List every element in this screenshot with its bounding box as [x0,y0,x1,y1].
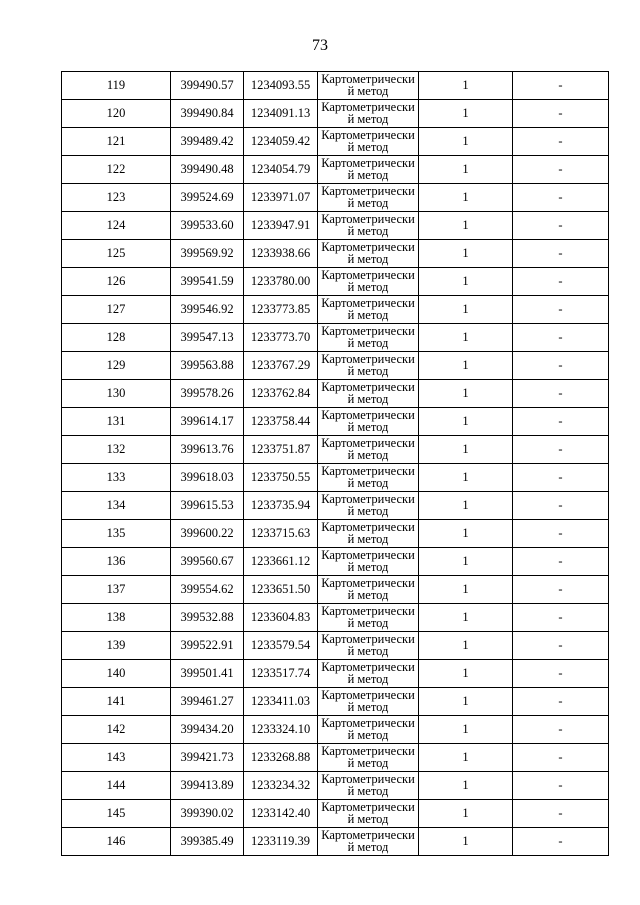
method-cell: Картометрический метод [318,492,419,520]
method-cell: Картометрический метод [318,604,419,632]
table-row [62,72,609,100]
point-number-cell: 120 [62,100,171,128]
point-number-cell: 144 [62,772,171,800]
y-coordinate-cell: 1233142.40 [244,800,318,828]
table-row [62,828,609,856]
method-cell: Картометрический метод [318,100,419,128]
point-number-cell: 126 [62,268,171,296]
y-coordinate-cell: 1233517.74 [244,660,318,688]
error-cell: 1 [419,464,513,492]
error-cell: 1 [419,380,513,408]
table-body [62,72,609,856]
error-cell: 1 [419,212,513,240]
table-row [62,324,609,352]
error-cell: 1 [419,548,513,576]
note-cell: - [513,128,609,156]
point-number-cell: 122 [62,156,171,184]
table-row [62,688,609,716]
y-coordinate-cell: 1234093.55 [244,72,318,100]
point-number-cell: 136 [62,548,171,576]
method-cell: Картометрический метод [318,716,419,744]
error-cell: 1 [419,296,513,324]
method-cell: Картометрический метод [318,156,419,184]
y-coordinate-cell: 1233751.87 [244,436,318,464]
error-cell: 1 [419,688,513,716]
y-coordinate-cell: 1233651.50 [244,576,318,604]
error-cell: 1 [419,72,513,100]
note-cell: - [513,240,609,268]
table-row [62,520,609,548]
point-number-cell: 137 [62,576,171,604]
table-row [62,492,609,520]
table-row [62,268,609,296]
point-number-cell: 129 [62,352,171,380]
y-coordinate-cell: 1233938.66 [244,240,318,268]
error-cell: 1 [419,240,513,268]
table-row [62,128,609,156]
table-row [62,660,609,688]
x-coordinate-cell: 399489.42 [171,128,244,156]
point-number-cell: 135 [62,520,171,548]
table-row [62,380,609,408]
note-cell: - [513,380,609,408]
x-coordinate-cell: 399563.88 [171,352,244,380]
error-cell: 1 [419,828,513,856]
table-row [62,212,609,240]
y-coordinate-cell: 1233661.12 [244,548,318,576]
error-cell: 1 [419,576,513,604]
table-row [62,632,609,660]
y-coordinate-cell: 1233604.83 [244,604,318,632]
table-row [62,240,609,268]
table-row [62,604,609,632]
x-coordinate-cell: 399490.48 [171,156,244,184]
method-cell: Картометрический метод [318,660,419,688]
table-row [62,772,609,800]
note-cell: - [513,436,609,464]
note-cell: - [513,464,609,492]
y-coordinate-cell: 1233411.03 [244,688,318,716]
y-coordinate-cell: 1233767.29 [244,352,318,380]
method-cell: Картометрический метод [318,688,419,716]
point-number-cell: 123 [62,184,171,212]
note-cell: - [513,324,609,352]
y-coordinate-cell: 1233971.07 [244,184,318,212]
x-coordinate-cell: 399613.76 [171,436,244,464]
x-coordinate-cell: 399461.27 [171,688,244,716]
point-number-cell: 121 [62,128,171,156]
y-coordinate-cell: 1233119.39 [244,828,318,856]
method-cell: Картометрический метод [318,128,419,156]
note-cell: - [513,352,609,380]
method-cell: Картометрический метод [318,632,419,660]
error-cell: 1 [419,716,513,744]
error-cell: 1 [419,632,513,660]
point-number-cell: 133 [62,464,171,492]
method-cell: Картометрический метод [318,240,419,268]
note-cell: - [513,744,609,772]
y-coordinate-cell: 1233773.85 [244,296,318,324]
x-coordinate-cell: 399541.59 [171,268,244,296]
x-coordinate-cell: 399618.03 [171,464,244,492]
method-cell: Картометрический метод [318,72,419,100]
error-cell: 1 [419,156,513,184]
x-coordinate-cell: 399578.26 [171,380,244,408]
y-coordinate-cell: 1233268.88 [244,744,318,772]
point-number-cell: 131 [62,408,171,436]
note-cell: - [513,268,609,296]
method-cell: Картометрический метод [318,520,419,548]
note-cell: - [513,800,609,828]
point-number-cell: 138 [62,604,171,632]
point-number-cell: 139 [62,632,171,660]
method-cell: Картометрический метод [318,436,419,464]
note-cell: - [513,604,609,632]
point-number-cell: 141 [62,688,171,716]
table-row [62,296,609,324]
x-coordinate-cell: 399524.69 [171,184,244,212]
method-cell: Картометрический метод [318,408,419,436]
point-number-cell: 142 [62,716,171,744]
error-cell: 1 [419,128,513,156]
x-coordinate-cell: 399390.02 [171,800,244,828]
y-coordinate-cell: 1233947.91 [244,212,318,240]
point-number-cell: 143 [62,744,171,772]
point-number-cell: 140 [62,660,171,688]
method-cell: Картометрический метод [318,324,419,352]
note-cell: - [513,492,609,520]
x-coordinate-cell: 399522.91 [171,632,244,660]
method-cell: Картометрический метод [318,772,419,800]
table-row [62,744,609,772]
note-cell: - [513,72,609,100]
table-row [62,800,609,828]
point-number-cell: 128 [62,324,171,352]
x-coordinate-cell: 399532.88 [171,604,244,632]
x-coordinate-cell: 399614.17 [171,408,244,436]
note-cell: - [513,100,609,128]
x-coordinate-cell: 399490.84 [171,100,244,128]
method-cell: Картометрический метод [318,268,419,296]
note-cell: - [513,660,609,688]
point-number-cell: 130 [62,380,171,408]
error-cell: 1 [419,520,513,548]
method-cell: Картометрический метод [318,296,419,324]
y-coordinate-cell: 1233234.32 [244,772,318,800]
coordinates-table [61,71,609,856]
page-number: 73 [312,37,328,54]
point-number-cell: 119 [62,72,171,100]
y-coordinate-cell: 1233579.54 [244,632,318,660]
x-coordinate-cell: 399546.92 [171,296,244,324]
table-row [62,716,609,744]
x-coordinate-cell: 399547.13 [171,324,244,352]
note-cell: - [513,772,609,800]
note-cell: - [513,520,609,548]
method-cell: Картометрический метод [318,744,419,772]
y-coordinate-cell: 1233773.70 [244,324,318,352]
table-row [62,184,609,212]
error-cell: 1 [419,772,513,800]
method-cell: Картометрический метод [318,212,419,240]
note-cell: - [513,212,609,240]
method-cell: Картометрический метод [318,380,419,408]
error-cell: 1 [419,324,513,352]
point-number-cell: 132 [62,436,171,464]
x-coordinate-cell: 399560.67 [171,548,244,576]
note-cell: - [513,688,609,716]
table-row [62,436,609,464]
table-row [62,548,609,576]
x-coordinate-cell: 399569.92 [171,240,244,268]
error-cell: 1 [419,268,513,296]
error-cell: 1 [419,100,513,128]
y-coordinate-cell: 1233715.63 [244,520,318,548]
table-row [62,576,609,604]
y-coordinate-cell: 1234059.42 [244,128,318,156]
y-coordinate-cell: 1233762.84 [244,380,318,408]
y-coordinate-cell: 1234091.13 [244,100,318,128]
y-coordinate-cell: 1233780.00 [244,268,318,296]
y-coordinate-cell: 1233735.94 [244,492,318,520]
method-cell: Картометрический метод [318,800,419,828]
note-cell: - [513,296,609,324]
point-number-cell: 134 [62,492,171,520]
note-cell: - [513,576,609,604]
x-coordinate-cell: 399533.60 [171,212,244,240]
x-coordinate-cell: 399421.73 [171,744,244,772]
note-cell: - [513,156,609,184]
table-row [62,352,609,380]
x-coordinate-cell: 399413.89 [171,772,244,800]
note-cell: - [513,184,609,212]
method-cell: Картометрический метод [318,548,419,576]
error-cell: 1 [419,604,513,632]
x-coordinate-cell: 399600.22 [171,520,244,548]
table-row [62,408,609,436]
x-coordinate-cell: 399434.20 [171,716,244,744]
x-coordinate-cell: 399385.49 [171,828,244,856]
note-cell: - [513,632,609,660]
table-row [62,100,609,128]
error-cell: 1 [419,436,513,464]
error-cell: 1 [419,408,513,436]
method-cell: Картометрический метод [318,464,419,492]
y-coordinate-cell: 1233324.10 [244,716,318,744]
x-coordinate-cell: 399615.53 [171,492,244,520]
point-number-cell: 127 [62,296,171,324]
table-row [62,156,609,184]
method-cell: Картометрический метод [318,576,419,604]
x-coordinate-cell: 399501.41 [171,660,244,688]
method-cell: Картометрический метод [318,828,419,856]
note-cell: - [513,716,609,744]
error-cell: 1 [419,492,513,520]
x-coordinate-cell: 399490.57 [171,72,244,100]
point-number-cell: 145 [62,800,171,828]
error-cell: 1 [419,800,513,828]
method-cell: Картометрический метод [318,184,419,212]
y-coordinate-cell: 1233750.55 [244,464,318,492]
note-cell: - [513,548,609,576]
note-cell: - [513,408,609,436]
error-cell: 1 [419,744,513,772]
point-number-cell: 146 [62,828,171,856]
table-row [62,464,609,492]
x-coordinate-cell: 399554.62 [171,576,244,604]
error-cell: 1 [419,184,513,212]
note-cell: - [513,828,609,856]
y-coordinate-cell: 1234054.79 [244,156,318,184]
y-coordinate-cell: 1233758.44 [244,408,318,436]
method-cell: Картометрический метод [318,352,419,380]
point-number-cell: 124 [62,212,171,240]
error-cell: 1 [419,352,513,380]
error-cell: 1 [419,660,513,688]
point-number-cell: 125 [62,240,171,268]
